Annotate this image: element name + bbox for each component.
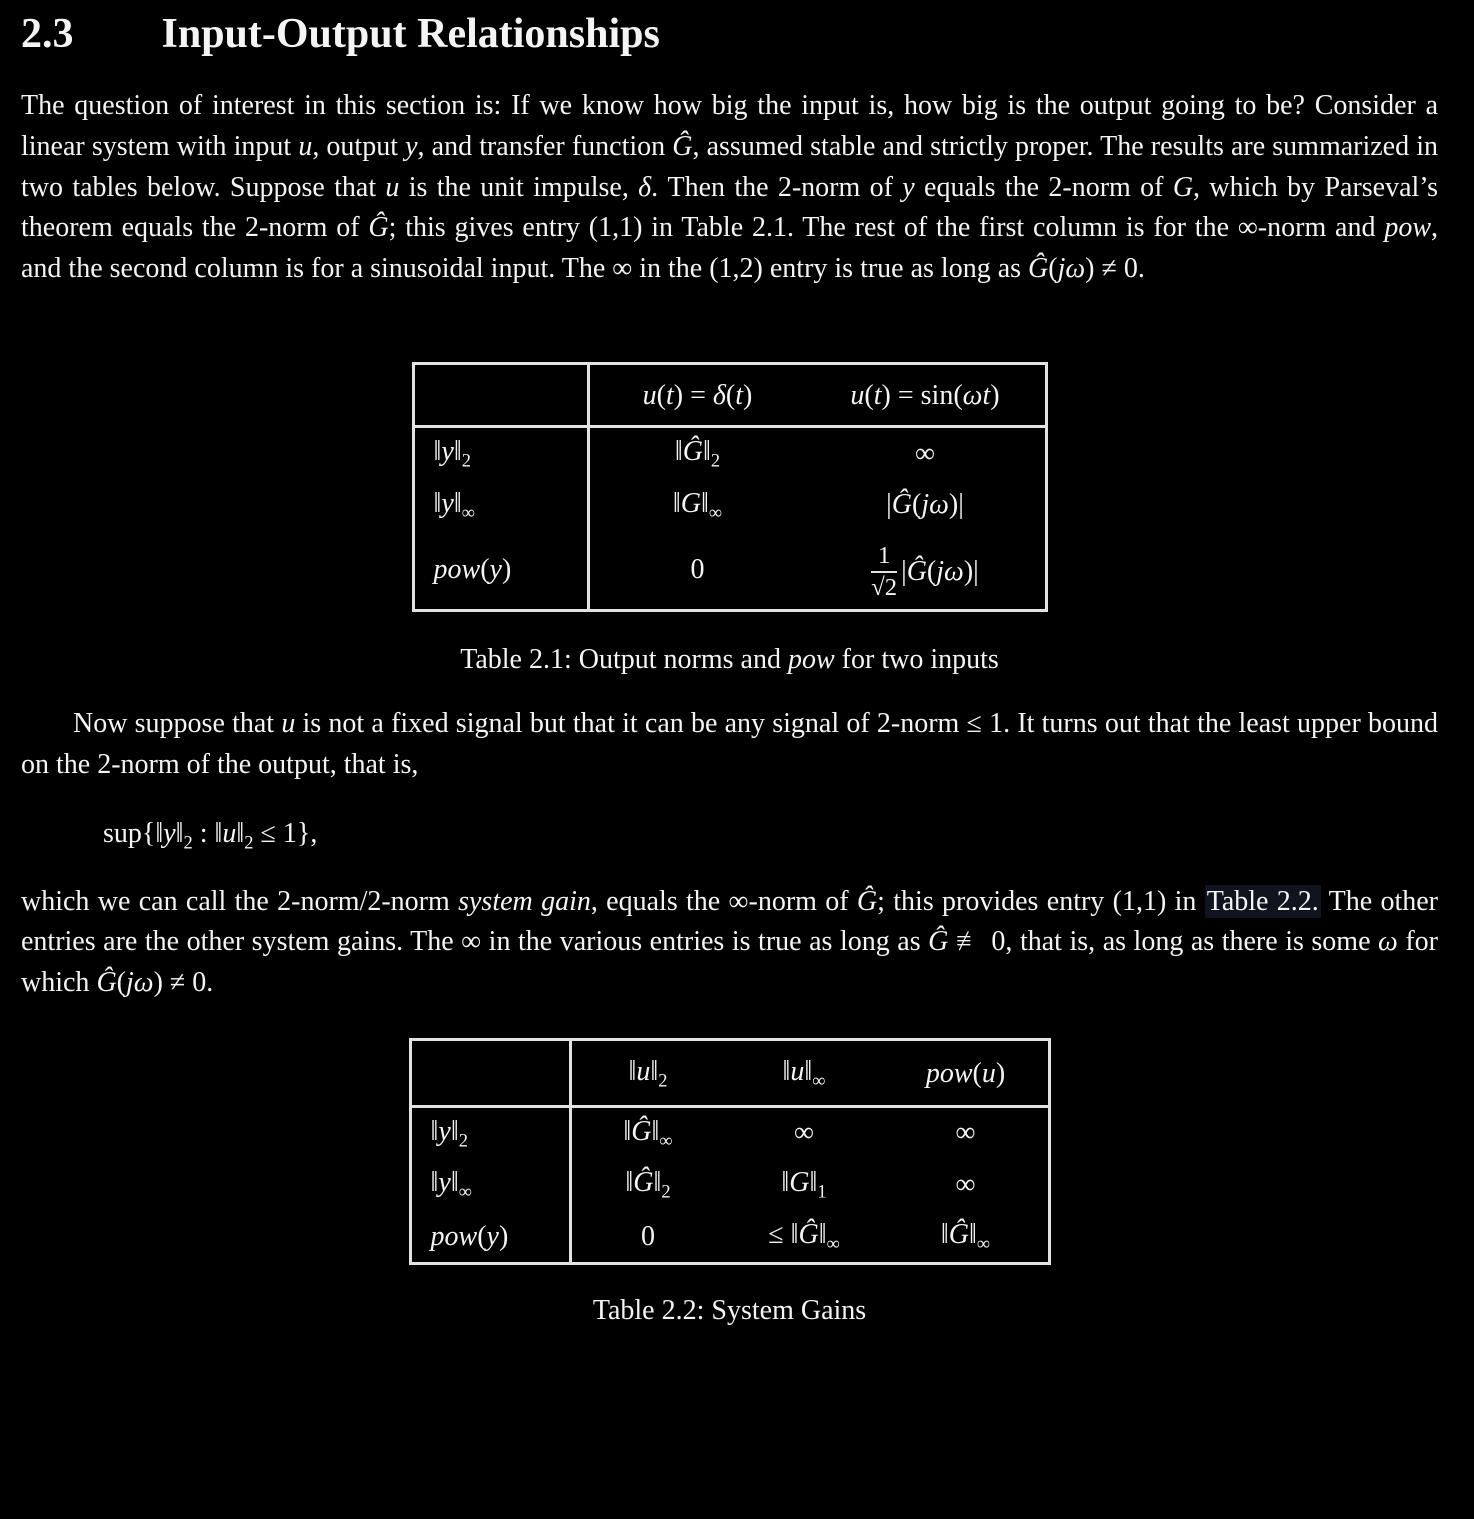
math-variable: jω	[921, 489, 949, 521]
math-variable: Ĝ	[672, 130, 693, 162]
math-variable: u	[642, 379, 657, 411]
table-2-1-head	[413, 363, 1046, 426]
text-segment: , and transfer function	[417, 130, 673, 162]
pow-sinusoid-expression	[871, 542, 979, 601]
table-2-1-container	[21, 362, 1438, 612]
t1-row-pow	[413, 531, 1046, 611]
t2-label-yinf: $‖y‖_\infty$	[410, 1159, 570, 1211]
math-segment	[672, 131, 692, 162]
table-2-1-body	[413, 426, 1046, 610]
math-segment: Ĝ(jω)	[96, 967, 163, 999]
text-segment: , output	[312, 130, 406, 162]
math-variable: u	[385, 171, 400, 203]
t2-cell-pow-powu: $‖Ĝ‖_\infty$	[940, 1218, 991, 1254]
math-variable: pow	[430, 1220, 478, 1252]
t2-row-pow	[410, 1211, 1049, 1264]
t2-header-powu: pow(u)	[884, 1039, 1050, 1106]
section-title: Input-Output Relationships	[161, 11, 660, 57]
text-segment: Table 2.1: Output norms and	[460, 644, 788, 676]
math-variable: u	[850, 379, 865, 411]
t2-label-y2: $‖y‖_2$	[410, 1106, 570, 1159]
math-segment	[928, 926, 948, 957]
math-segment	[405, 131, 417, 162]
math-variable: u	[222, 817, 237, 849]
t2-corner-cell	[410, 1039, 570, 1106]
text-segment: which we can call the 2-norm/2-norm	[21, 885, 459, 917]
math-variable: t	[665, 379, 674, 411]
math-segment	[298, 131, 312, 162]
math-variable: Ĝ	[631, 1115, 652, 1147]
math-segment	[902, 172, 914, 203]
t1-cell-yinf-sinusoid: |Ĝ(jω)|	[886, 489, 964, 521]
math-variable: jω	[936, 555, 964, 587]
math-variable: jω	[126, 967, 154, 999]
subscript: ∞	[458, 1181, 472, 1202]
math-variable: Ĝ	[928, 926, 949, 958]
math-variable: y	[441, 435, 454, 467]
text-segment: for which	[21, 926, 1439, 999]
t1-cell-y2-impulse: $‖Ĝ‖_2$	[674, 435, 721, 471]
subscript: 1	[817, 1181, 827, 1202]
subscript: ∞	[659, 1130, 673, 1151]
math-variable: G	[680, 487, 702, 519]
subscript: 2	[658, 1070, 668, 1091]
math-segment	[1173, 172, 1193, 203]
math-segment	[281, 708, 295, 739]
fraction-numerator: 1	[871, 542, 897, 573]
text-segment: The other entries are the other system gains. The ∞ in the various entries is true as long as	[21, 885, 1439, 958]
table-2-1	[412, 362, 1048, 612]
math-segment	[368, 212, 388, 243]
math-variable: G	[1172, 171, 1194, 203]
t2-cell-yinf-powu: ∞	[955, 1168, 976, 1200]
math-segment	[857, 886, 877, 917]
subscript: 2	[461, 450, 471, 471]
math-variable: Ĝ	[96, 967, 117, 999]
table-2-2-head	[410, 1039, 1049, 1106]
table-2-2-body	[410, 1106, 1049, 1264]
text-segment: , assumed stable and strictly proper. The results are summarized in two tables below. Suppose that	[21, 130, 1439, 203]
text-segment: , equals the ∞-norm of	[590, 885, 857, 917]
math-variable: y	[902, 171, 915, 203]
section-heading	[21, 10, 1438, 58]
math-variable: y	[489, 554, 502, 586]
subscript: ∞	[826, 1233, 840, 1254]
table-2-2-container	[21, 1038, 1438, 1265]
math-variable: Ĝ	[906, 555, 927, 587]
t2-cell-y2-uinf: ∞	[794, 1117, 814, 1149]
text-segment: ≠ 0.	[162, 967, 214, 999]
paragraph-intro	[21, 86, 1438, 290]
table-2-2	[409, 1038, 1051, 1265]
t2-cell-yinf-uinf: $‖G‖_1$	[781, 1167, 827, 1202]
t2-cell-y2-powu: ∞	[955, 1117, 976, 1149]
fraction	[871, 542, 897, 601]
subscript: 2	[710, 450, 721, 471]
section-number: 2.3	[21, 11, 74, 57]
t2-label-pow: pow(y)	[410, 1211, 570, 1264]
fraction-denominator: √2	[871, 574, 898, 602]
subscript: 2	[244, 832, 254, 853]
table-2-2-caption: Table 2.2: System Gains	[592, 1295, 867, 1327]
math-segment: pow	[787, 644, 835, 676]
math-variable: Ĝ	[1028, 253, 1049, 285]
math-variable: y	[163, 817, 176, 849]
text-segment: equals the 2-norm of	[914, 171, 1173, 203]
table-2-2-reference-link[interactable]: Table 2.2.	[1206, 885, 1319, 917]
math-segment	[385, 172, 399, 203]
t1-corner-cell	[413, 363, 588, 426]
math-variable: t	[735, 379, 744, 411]
text-segment: for two inputs	[834, 644, 999, 676]
subscript: 2	[458, 1130, 468, 1151]
math-segment	[638, 172, 651, 203]
t1-cell-pow-impulse: 0	[690, 554, 705, 586]
text-segment: is the unit impulse,	[399, 171, 639, 203]
t1-header-impulse: u(t) = δ(t)	[588, 363, 806, 426]
table-2-1-caption	[21, 644, 1438, 676]
t1-row-yinf	[413, 480, 1046, 532]
math-variable: Ĝ	[633, 1167, 654, 1199]
subscript: 2	[183, 832, 193, 853]
math-variable: u	[981, 1057, 996, 1089]
t1-label-yinf: $‖y‖_\infty$	[413, 480, 588, 532]
math-variable: Ĝ	[891, 489, 912, 521]
math-variable: δ	[712, 379, 726, 411]
math-variable: δ	[638, 171, 652, 203]
math-variable: u	[298, 130, 313, 162]
t1-cell-yinf-impulse: $‖G‖_\infty$	[672, 487, 723, 523]
math-variable: u	[790, 1055, 805, 1087]
math-variable: Ĝ	[856, 885, 878, 917]
subscript: 2	[661, 1181, 671, 1202]
text-segment: , which by Parseval’s theorem equals the 2-norm of	[21, 171, 1438, 244]
math-variable: y	[441, 487, 454, 519]
text-segment: . Then the 2-norm of	[651, 171, 903, 203]
t2-cell-pow-uinf: ≤ $‖Ĝ‖_\infty$	[768, 1218, 840, 1254]
math-variable: u	[636, 1055, 651, 1087]
subscript: ∞	[461, 502, 475, 523]
subscript: ∞	[812, 1070, 826, 1091]
math-variable: pow	[433, 554, 481, 586]
display-equation-sup: $sup\{‖y‖_2$ : $‖u‖_2 \le 1$},	[103, 817, 318, 853]
t2-cell-yinf-u2: $‖Ĝ‖_2$	[625, 1167, 671, 1202]
t2-row-yinf	[410, 1159, 1049, 1211]
text-segment: ≢ 0, that is, as long as there is some	[948, 926, 1379, 958]
t1-header-sinusoid: u(t) = sin(ωt)	[806, 363, 1047, 426]
math-variable: ω	[1378, 926, 1398, 958]
fraction-rest: |Ĝ(jω)|	[901, 555, 979, 587]
t1-row-y2norm	[413, 426, 1046, 479]
math-variable: ωt	[962, 379, 991, 411]
t1-cell-y2-sinusoid: ∞	[915, 437, 935, 469]
table-2-1-header-row	[413, 363, 1046, 426]
math-variable: jω	[1057, 253, 1086, 285]
t1-label-pow: pow(y)	[413, 531, 588, 611]
math-variable: y	[405, 130, 418, 162]
math-variable: y	[438, 1115, 451, 1147]
math-segment	[1378, 926, 1398, 957]
math-variable: t	[873, 379, 882, 411]
text-segment: , and the second column is for a sinusoidal input. The ∞ in the (1,2) entry is true as long as	[21, 212, 1439, 285]
text-segment: is not a fixed signal but that it can be any signal of 2-norm ≤ 1. It turns out that the least upper bound on the 2-norm of the output, that is,	[21, 708, 1438, 781]
text-segment: Now suppose that	[73, 708, 282, 740]
t1-label-y2: $‖y‖_2$	[413, 426, 588, 479]
math-segment: Ĝ(jω)	[1028, 253, 1095, 285]
paragraph-suppose	[21, 704, 1438, 786]
text-segment: ; this provides entry (1,1) in	[877, 885, 1205, 917]
math-segment: system gain	[458, 885, 591, 917]
math-variable: y	[486, 1220, 499, 1252]
math-variable: Ĝ	[948, 1218, 970, 1250]
text-segment: ; this gives entry (1,1) in Table 2.1. The rest of the first column is for the ∞-norm and	[388, 212, 1385, 244]
paragraph-system-gain	[21, 882, 1438, 1004]
math-variable: Ĝ	[368, 212, 389, 244]
math-segment: pow	[1384, 212, 1432, 244]
math-variable: Ĝ	[682, 435, 703, 467]
math-variable: pow	[925, 1057, 973, 1089]
t1-cell-pow-sinusoid	[806, 531, 1047, 611]
t2-cell-pow-u2: 0	[641, 1220, 655, 1252]
math-variable: G	[789, 1167, 810, 1199]
math-variable: y	[438, 1167, 451, 1199]
t2-row-y2norm	[410, 1106, 1049, 1159]
math-variable: u	[281, 708, 296, 740]
t2-header-uinf: $‖u‖_\infty$	[725, 1039, 884, 1106]
math-variable: Ĝ	[798, 1218, 819, 1250]
text-segment: ≠ 0.	[1094, 253, 1145, 285]
t2-cell-y2-u2: $‖Ĝ‖_\infty$	[623, 1115, 673, 1151]
t2-header-u2: $‖u‖_2$	[570, 1039, 725, 1106]
subscript: ∞	[976, 1233, 991, 1254]
text-segment: The question of interest in this section is: If we know how big the input is, how big is the output going to be? Consider a linear system with input	[21, 90, 1438, 162]
subscript: ∞	[708, 502, 723, 523]
table-2-2-header-row	[410, 1039, 1049, 1106]
